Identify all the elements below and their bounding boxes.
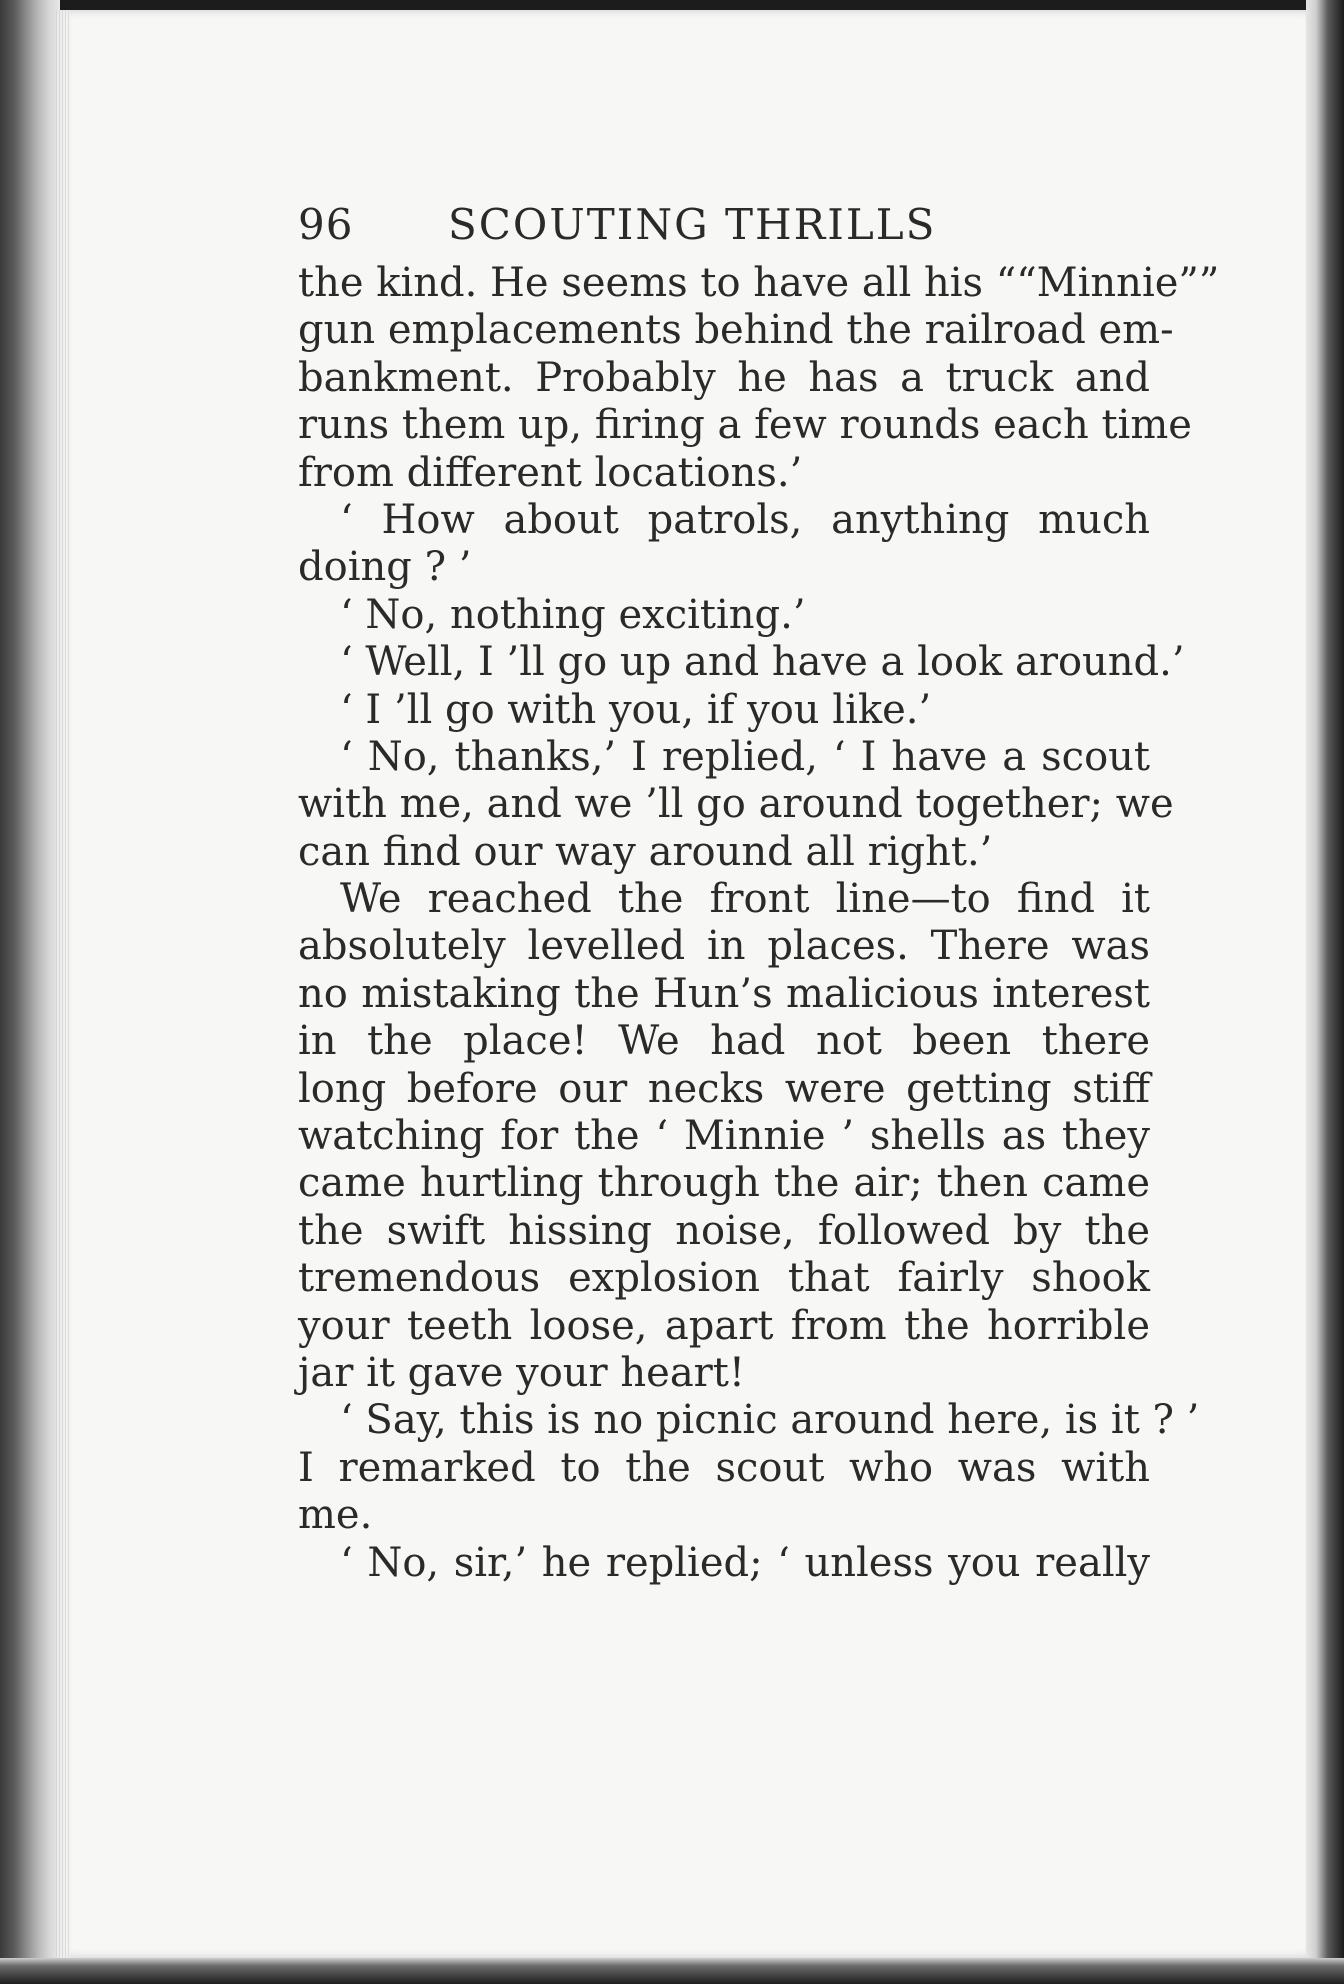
- text-line: ‘ Say, this is no picnic around here, is it ? ’: [340, 1397, 1200, 1444]
- text-line: in the place! We had not been there: [298, 1018, 1150, 1065]
- text-line: me.: [298, 1492, 373, 1539]
- text-line: I remarked to the scout who was with: [298, 1444, 1150, 1491]
- text-line: came hurtling through the air; then came: [298, 1160, 1150, 1207]
- text-line: the swift hissing noise, followed by the: [298, 1207, 1150, 1254]
- running-head-title: SCOUTING THRILLS: [448, 200, 937, 249]
- text-line: ‘ No, thanks,’ I replied, ‘ I have a scout: [340, 733, 1150, 780]
- text-line: from different locations.’: [298, 449, 803, 496]
- text-line: absolutely levelled in places. There was: [298, 923, 1150, 970]
- text-line: tremendous explosion that fairly shook: [298, 1255, 1150, 1302]
- text-line: doing ? ’: [298, 544, 472, 591]
- text-line: can find our way around all right.’: [298, 828, 993, 875]
- text-line: We reached the front line—to find it: [340, 876, 1150, 923]
- text-line: ‘ No, nothing exciting.’: [340, 591, 806, 638]
- page-text-block: [298, 200, 1220, 1587]
- bottom-page-edge: [0, 1958, 1344, 1984]
- text-line: ‘ No, sir,’ he replied; ‘ unless you really: [340, 1539, 1150, 1586]
- text-line: with me, and we ’ll go around together; we: [298, 781, 1174, 828]
- text-line: no mistaking the Hun’s malicious interest: [298, 970, 1150, 1017]
- book-spine-shadow: [0, 0, 60, 1984]
- text-line: long before our necks were getting stiff: [298, 1065, 1150, 1112]
- page-edge-stack: [56, 10, 70, 1958]
- text-line: bankment. Probably he has a truck and: [298, 354, 1150, 401]
- running-head: [298, 200, 1150, 260]
- right-page-edge: [1306, 0, 1344, 1984]
- text-line: jar it gave your heart!: [298, 1349, 745, 1396]
- text-line: runs them up, firing a few rounds each time: [298, 402, 1192, 449]
- text-line: gun emplacements behind the railroad em-: [298, 307, 1174, 354]
- text-line: the kind. He seems to have all his ““Minnie””: [298, 260, 1220, 306]
- body-text: [298, 260, 1220, 1587]
- page-number: 96: [298, 200, 354, 249]
- text-line: ‘ Well, I ’ll go up and have a look around.’: [340, 639, 1185, 686]
- text-line: watching for the ‘ Minnie ’ shells as they: [298, 1113, 1150, 1160]
- text-line: ‘ I ’ll go with you, if you like.’: [340, 686, 932, 733]
- text-line: ‘ How about patrols, anything much: [340, 496, 1150, 543]
- text-line: your teeth loose, apart from the horrible: [298, 1302, 1150, 1349]
